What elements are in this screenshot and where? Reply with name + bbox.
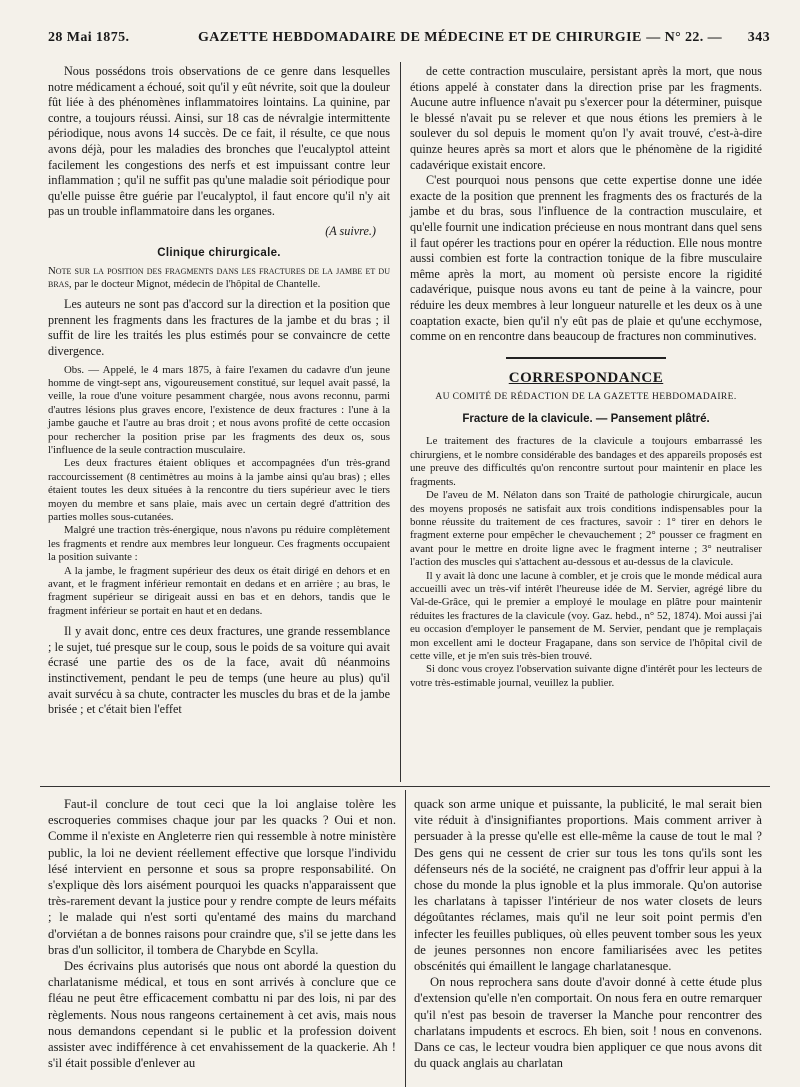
paragraph: C'est pourquoi nous pensons que cette expertise donne une idée exacte de la position que prennent les fragments des os fracturés de la jambe et du bras, sous l'influence de la contraction musculaire, et qu'elle fournit une indication précieuse en nous montrant dans quel sens il faut opérer les tractions pour en opérer la réduction. Elle nous montre aussi combien est forte la contraction tonique de la fibre musculaire même après la mort, au moment où persiste encore la rigidité cadavérique, puisque nous avons eu tant de peine à la vaincre, pour réduire les deux membres à leur longueur naturelle et les deux os à une coaptation exacte, bien qu'il n'y eût pas de plaie et qu'une ecchymose, comme on en rencontre dans beaucoup de fractures non comminutives.	[410, 173, 762, 344]
section-separator	[506, 357, 666, 359]
paragraph: On nous reprochera sans doute d'avoir donné à cette étude plus d'extension qu'elle n'en comportait. On nous fera en outre remarquer qu'il n'est pas besoin de traverser la Manche pour rencontrer des charlatans impudents et escrocs. Eh bien, soit ! nous en convenons. Dans ce cas, le lecteur voudra bien appliquer ce que nous avons dit du quack anglais au charlatan	[414, 975, 762, 1071]
paragraph: Faut-il conclure de tout ceci que la loi anglaise tolère les escroqueries commises chaque jour par les quacks ? Oui et non. Comme il n'existe en Angleterre rien qui ressemble à notre ministère public, la loi ne devient réellement effective que lorsque l'individu lésé intervient en personne et sous sa propre responsabilité. On s'explique dès lors aisément pourquoi les quacks n'apparaissent que très-rarement devant la justice pour y rendre compte de leurs méfaits ; le malade qui n'est sorti qu'entamé des mains du marchand d'orviétan a de bonnes raisons pour craindre que, s'il se jette dans les bras d'un sollicitor, il tombera de Charybde en Scylla.	[48, 797, 396, 957]
article-title-author: par le docteur Mignot, médecin de l'hôpital de Chantelle.	[71, 278, 321, 291]
right-top-column	[410, 64, 762, 690]
page-number: 343	[747, 30, 770, 45]
article-title	[48, 265, 390, 291]
paragraph: Nous possédons trois observations de ce genre dans lesquelles notre médicament a échoué, soit qu'il y eût névrite, soit que la douleur fût liée à des phénomènes inflammatoires lointains. La quinine, par contre, a toujours réussi. Ainsi, sur 18 cas de névralgie intermittente périodique, nous avons 14 succès. De ce fait, il résulte, ce que nous avons déjà, pour les maladies des bronches que l'eucalyptol atteint facilement les congestions des nerfs et est impuissant contre leur inflammation ; qu'il ne suffit pas qu'une maladie soit périodique pour qu'elle puisse être guérie par l'eucalyptol, il faut encore qu'il n'y ait pas un trouble inflammatoire dans les organes.	[48, 64, 390, 219]
paragraph: quack son arme unique et puissante, la publicité, le mal serait bien vite réduit à d'insignifiantes proportions. Mais comment arriver à persuader à la presse qu'elle est elle-même la cause de tout le mal ? Des gens qui ne cessent de crier sur tous les tons qu'ils sont les défenseurs nés de la société, ne craignent pas d'offrir leur appui à la chose du monde la plus ignoble et la plus immorale. Qu'on autorise les charlatans à tapisser l'intérieur de nos water closets de leurs dégoûtantes réclames, mais qu'il ne leur soit point permis d'en infecter les feuilles publiques, où elles peuvent tomber sous les yeux de jeunes personnes non encore familiarisées avec les petites obscénités qui émaillent le langage charlatanesque.	[414, 797, 762, 974]
paragraph: Des écrivains plus autorisés que nous ont abordé la question du charlatanisme médical, et tous en sont arrivés à conclure que ce fléau ne peut être efficacement combattu ni par des lois, ni par des règlements. Nous nous rangeons certainement à cet avis, mais nous nous demandons cependant si le public et la profession doivent assister avec indifférence à cet envahissement de la quackerie. Ah ! s'il était possible d'enlever au	[48, 959, 396, 1071]
paragraph: Les auteurs ne sont pas d'accord sur la direction et la position que prennent les fragments dans les fractures de la jambe et du bras ; il suffit de lire les traités les plus estimés pour se convaincre de cette divergence.	[48, 297, 390, 358]
issue-date: 28 Mai 1875.	[48, 30, 130, 45]
paragraph: Malgré une traction très-énergique, nous n'avons pu réduire complètement les fragments et rendre aux membres leur longueur. Ces fragments occupaient la position suivante :	[48, 524, 390, 564]
article-title-main: Note sur la position des fragments dans les fractures de la jambe et du bras,	[48, 265, 390, 291]
paragraph: Si donc vous croyez l'observation suivante digne d'intérêt pour les lecteurs de votre très-estimable journal, veuillez la publier.	[410, 663, 762, 689]
paragraph: Les deux fractures étaient obliques et accompagnées d'un très-grand raccourcissement (8 centimètres au moins à la jambe ainsi qu'au bras) ; elles étaient toutes les deux situées à la rencontre du tiers supérieur avec le tiers moyen du membre et sans plaie, mais avec un certain degré d'attrition des parties molles sous-cutanées.	[48, 457, 390, 523]
horizontal-divider	[40, 786, 770, 787]
paragraph: Obs. — Appelé, le 4 mars 1875, à faire l'examen du cadavre d'un jeune homme de vingt-sept ans, vigoureusement constitué, sur lequel avait passé, la veille, la roue d'une voiture pesamment chargée, nous avons reconnu, parmi d'autres lésions plus graves encore, l'existence de deux fractures : l'une à la jambe gauche et l'autre au bras droit ; et nous avons profité de cette occasion pour rechercher la position prise par les fragments des deux os, sous l'influence de la seule contraction musculaire.	[48, 363, 390, 456]
paragraph: Le traitement des fractures de la clavicule a toujours embarrassé les chirurgiens, et le nombre considérable des bandages et des appareils proposés est une preuve des difficultés qu'on rencontre surtout pour maintenir en place les fragments.	[410, 435, 762, 488]
paragraph: A la jambe, le fragment supérieur des deux os était dirigé en dehors et en avant, et le fragment inférieur remontait en dedans et en arrière ; au bras, le fragment supérieur se dirigeait aussi en bas et en dehors, tandis que le fragment inférieur se portait en haut et en dedans.	[48, 564, 390, 617]
journal-title: GAZETTE HEBDOMADAIRE DE MÉDECINE ET DE CHIRURGIE	[198, 30, 642, 45]
section-title: Clinique chirurgicale.	[157, 246, 281, 259]
column-divider	[400, 62, 401, 782]
letter-subject: Fracture de la clavicule. — Pansement plâtré.	[462, 412, 710, 425]
paragraph: de cette contraction musculaire, persistant après la mort, que nous étions appelé à constater dans la direction prise par les fragments. Aucune autre influence n'avait pu s'exercer pour la déterminer, puisque le blessé n'avait pu se relever et que nous étions les premiers à le soulever du sol depuis le moment qu'on l'y avait trouvé, c'est-à-dire quinze heures après sa mort et alors que le phénomène de la rigidité cadavérique existait encore.	[410, 64, 762, 172]
paragraph: Il y avait donc, entre ces deux fractures, une grande ressemblance ; le sujet, tué presque sur le coup, sous le poids de sa voiture qui avait écrasé une partie des os de la face, avait dû néanmoins instinctivement, pendant le peu de temps (une heure au plus) qu'il avait survécu à sa chute, contracter les muscles du bras et de la jambe brisée ; et c'était bien l'effet	[48, 624, 390, 717]
column-divider-bottom	[405, 790, 406, 1087]
newspaper-page	[40, 0, 770, 1087]
left-bottom-column	[48, 796, 396, 1071]
page-header	[40, 30, 770, 52]
left-top-column	[48, 64, 390, 718]
correspondence-title: CORRESPONDANCE	[508, 369, 664, 386]
issue-number: — N° 22. —	[646, 30, 722, 45]
correspondence-subtitle: AU COMITÉ DE RÉDACTION DE LA GAZETTE HEBDOMADAIRE.	[435, 392, 737, 403]
right-bottom-column	[414, 796, 762, 1071]
paragraph: Il y avait là donc une lacune à combler, et je crois que le monde médical aura accueilli avec un très-vif intérêt l'heureuse idée de M. Servier, agrégé libre du Val-de-Grâce, qui le premier a employé le moulage en plâtre pour maintenir réduites les fractures de la clavicule (voy. Gaz. hebd., n° 52, 1874). Moi aussi j'ai eu occasion d'employer le pansement de M. Servier, pendant que je remplaçais mon excellent ami le docteur Fragapane, dans son service de l'hôpital civil de cette ville, et je m'en suis très-bien trouvé.	[410, 569, 762, 662]
paragraph: De l'aveu de M. Nélaton dans son Traité de pathologie chirurgicale, aucun des moyens proposés ne satisfait aux trois conditions indispensables pour la bonne réussite du traitement de ces fractures, savoir : 1° tirer en dehors le fragment externe pour empêcher le chevauchement ; 2° pousser ce fragment en avant pour le mettre en droite ligne avec le fragment interne ; 3° neutraliser l'action des muscles qui s'attachent au-dessous et au-dessus de la clavicule.	[410, 489, 762, 569]
to-be-continued: (A suivre.)	[325, 223, 376, 238]
